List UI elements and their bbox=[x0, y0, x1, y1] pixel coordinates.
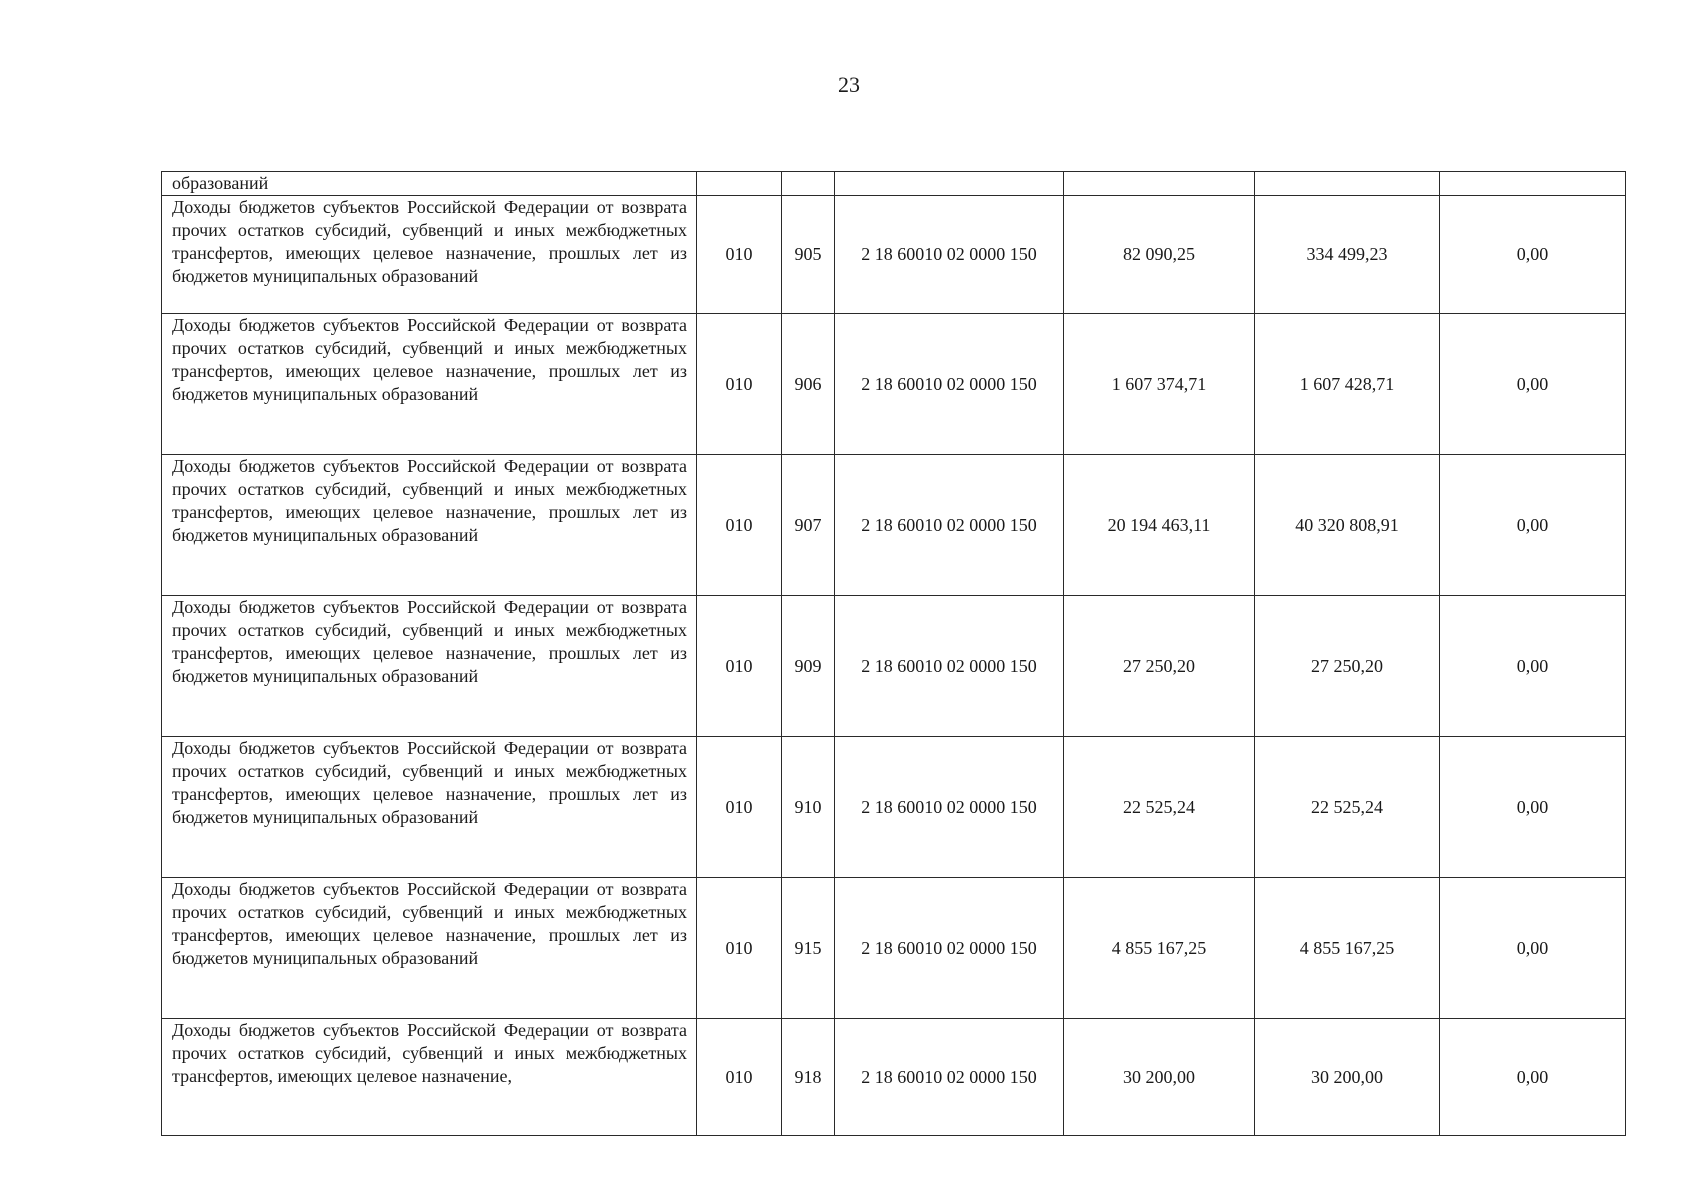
row-amount3: 0,00 bbox=[1440, 196, 1626, 314]
table-row bbox=[162, 196, 1626, 314]
row-amount1: 4 855 167,25 bbox=[1064, 878, 1255, 1019]
budget-revenue-table bbox=[161, 171, 1626, 1136]
row-amount3: 0,00 bbox=[1440, 878, 1626, 1019]
row-description: образований bbox=[162, 172, 697, 196]
row-description: Доходы бюджетов субъектов Российской Федерации от возврата прочих остатков субсидий, субвенций и иных межбюджетных трансфертов, имеющих целевое назначение, прошлых лет из бюджетов муниципальных образований bbox=[162, 878, 697, 1019]
row-amount1: 20 194 463,11 bbox=[1064, 455, 1255, 596]
row-amount2: 4 855 167,25 bbox=[1255, 878, 1440, 1019]
cell-empty bbox=[697, 172, 782, 196]
row-description: Доходы бюджетов субъектов Российской Федерации от возврата прочих остатков субсидий, субвенций и иных межбюджетных трансфертов, имеющих целевое назначение, bbox=[162, 1019, 697, 1136]
row-amount1: 1 607 374,71 bbox=[1064, 314, 1255, 455]
row-amount3: 0,00 bbox=[1440, 455, 1626, 596]
row-kbk: 2 18 60010 02 0000 150 bbox=[835, 737, 1064, 878]
row-code2: 909 bbox=[782, 596, 835, 737]
row-description: Доходы бюджетов субъектов Российской Федерации от возврата прочих остатков субсидий, субвенций и иных межбюджетных трансфертов, имеющих целевое назначение, прошлых лет из бюджетов муниципальных образований bbox=[162, 455, 697, 596]
row-code2: 910 bbox=[782, 737, 835, 878]
table-row bbox=[162, 1019, 1626, 1136]
row-code1: 010 bbox=[697, 314, 782, 455]
table-row bbox=[162, 455, 1626, 596]
row-kbk: 2 18 60010 02 0000 150 bbox=[835, 878, 1064, 1019]
row-description: Доходы бюджетов субъектов Российской Федерации от возврата прочих остатков субсидий, субвенций и иных межбюджетных трансфертов, имеющих целевое назначение, прошлых лет из бюджетов муниципальных образований bbox=[162, 196, 697, 314]
row-amount2: 22 525,24 bbox=[1255, 737, 1440, 878]
row-amount2: 334 499,23 bbox=[1255, 196, 1440, 314]
row-kbk: 2 18 60010 02 0000 150 bbox=[835, 196, 1064, 314]
row-amount3: 0,00 bbox=[1440, 1019, 1626, 1136]
cell-empty bbox=[835, 172, 1064, 196]
row-kbk: 2 18 60010 02 0000 150 bbox=[835, 314, 1064, 455]
row-code1: 010 bbox=[697, 878, 782, 1019]
row-amount3: 0,00 bbox=[1440, 596, 1626, 737]
row-description: Доходы бюджетов субъектов Российской Федерации от возврата прочих остатков субсидий, субвенций и иных межбюджетных трансфертов, имеющих целевое назначение, прошлых лет из бюджетов муниципальных образований bbox=[162, 314, 697, 455]
row-amount3: 0,00 bbox=[1440, 314, 1626, 455]
row-kbk: 2 18 60010 02 0000 150 bbox=[835, 455, 1064, 596]
table-row bbox=[162, 878, 1626, 1019]
row-description: Доходы бюджетов субъектов Российской Федерации от возврата прочих остатков субсидий, субвенций и иных межбюджетных трансфертов, имеющих целевое назначение, прошлых лет из бюджетов муниципальных образований bbox=[162, 737, 697, 878]
row-code1: 010 bbox=[697, 737, 782, 878]
row-amount1: 22 525,24 bbox=[1064, 737, 1255, 878]
row-code1: 010 bbox=[697, 1019, 782, 1136]
cell-empty bbox=[782, 172, 835, 196]
row-code2: 906 bbox=[782, 314, 835, 455]
row-code1: 010 bbox=[697, 455, 782, 596]
row-amount2: 27 250,20 bbox=[1255, 596, 1440, 737]
page-number: 23 bbox=[838, 72, 860, 97]
table-row bbox=[162, 314, 1626, 455]
row-kbk: 2 18 60010 02 0000 150 bbox=[835, 1019, 1064, 1136]
row-amount2: 30 200,00 bbox=[1255, 1019, 1440, 1136]
row-amount1: 82 090,25 bbox=[1064, 196, 1255, 314]
table-row bbox=[162, 596, 1626, 737]
table-row bbox=[162, 737, 1626, 878]
cell-empty bbox=[1440, 172, 1626, 196]
row-kbk: 2 18 60010 02 0000 150 bbox=[835, 596, 1064, 737]
row-amount2: 1 607 428,71 bbox=[1255, 314, 1440, 455]
row-code1: 010 bbox=[697, 196, 782, 314]
table-row-continuation bbox=[162, 172, 1626, 196]
row-code2: 907 bbox=[782, 455, 835, 596]
cell-empty bbox=[1064, 172, 1255, 196]
row-amount1: 30 200,00 bbox=[1064, 1019, 1255, 1136]
row-amount1: 27 250,20 bbox=[1064, 596, 1255, 737]
row-code2: 918 bbox=[782, 1019, 835, 1136]
row-amount3: 0,00 bbox=[1440, 737, 1626, 878]
row-code1: 010 bbox=[697, 596, 782, 737]
row-code2: 905 bbox=[782, 196, 835, 314]
cell-empty bbox=[1255, 172, 1440, 196]
row-description: Доходы бюджетов субъектов Российской Федерации от возврата прочих остатков субсидий, субвенций и иных межбюджетных трансфертов, имеющих целевое назначение, прошлых лет из бюджетов муниципальных образований bbox=[162, 596, 697, 737]
row-code2: 915 bbox=[782, 878, 835, 1019]
row-amount2: 40 320 808,91 bbox=[1255, 455, 1440, 596]
